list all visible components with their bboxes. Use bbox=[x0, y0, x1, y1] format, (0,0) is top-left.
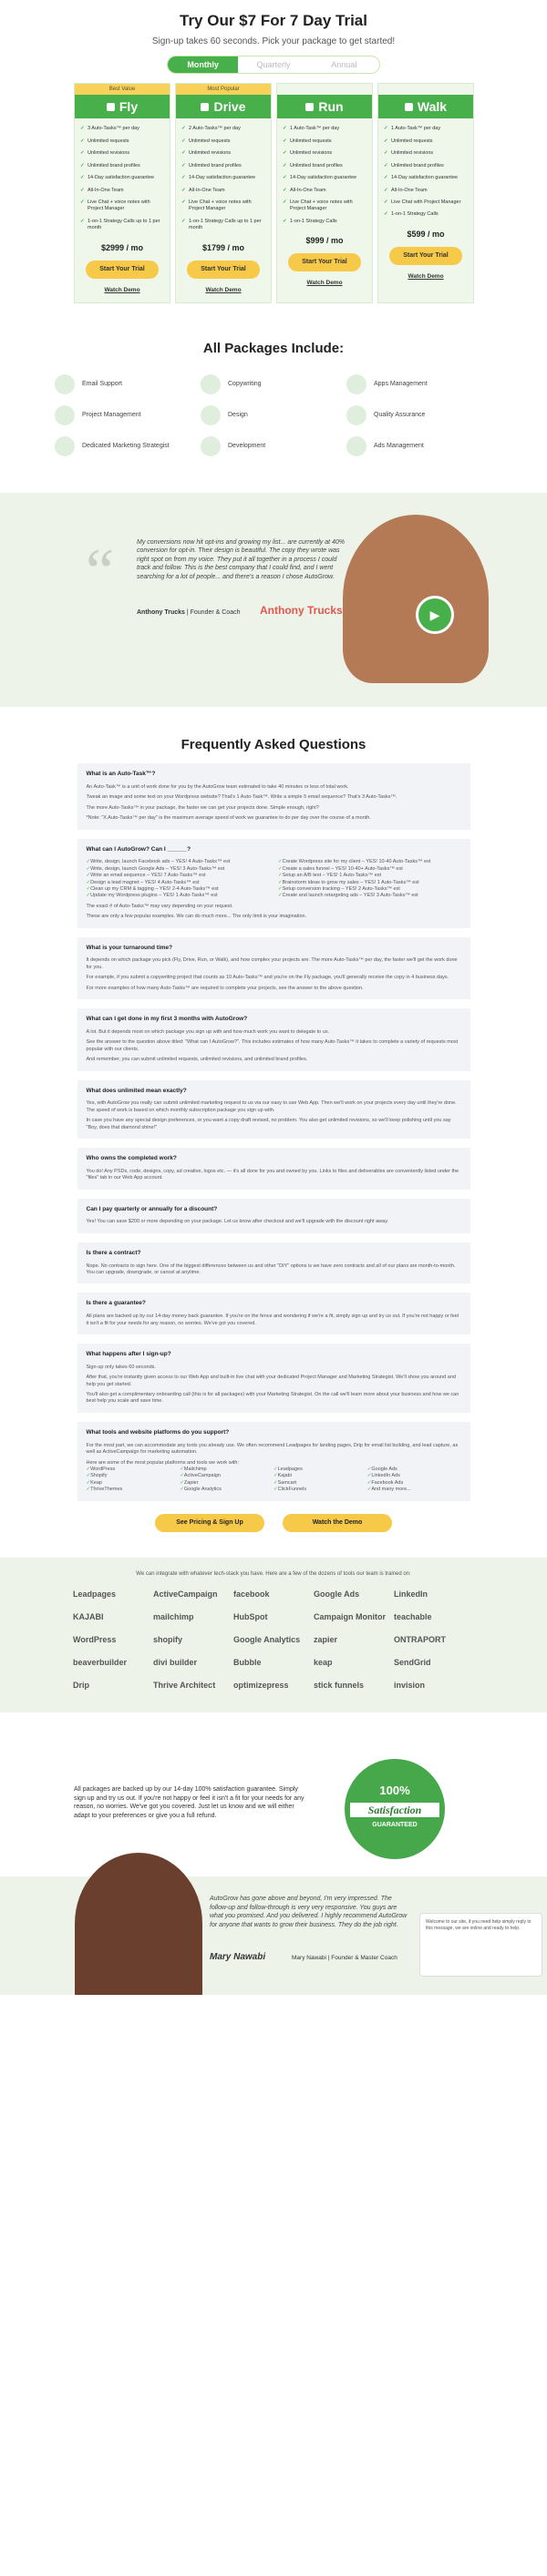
quality-icon bbox=[346, 405, 366, 425]
pricing-plans bbox=[74, 83, 476, 302]
guarantee-seal-icon bbox=[345, 1759, 445, 1859]
plan-header bbox=[176, 95, 271, 118]
testimonial-text: AutoGrow has gone above and beyond, I'm very impressed. The follow-up and follow-through is very very responsive. You guys are what you promised. And you delivered. I highly recommend AutoGrow for anyone that wants to grow their business. They do the job right. bbox=[210, 1896, 408, 1928]
included-label: Dedicated Marketing Strategist bbox=[82, 443, 170, 450]
plan-feature: ✓ 1-on-1 Strategy Calls bbox=[384, 209, 468, 220]
plan-feature: ✓ 1-on-1 Strategy Calls up to 1 per month bbox=[80, 216, 164, 235]
included-item bbox=[201, 374, 346, 394]
start-trial-button[interactable]: Start Your Trial bbox=[288, 253, 361, 271]
faq-question: What does unlimited mean exactly? bbox=[86, 1087, 187, 1094]
hero bbox=[0, 0, 547, 74]
logo-optimizepress: optimizepress bbox=[233, 1681, 289, 1691]
list-item: ✓ Brainstorm ideas to grow my sales – YES! 1 Auto-Tasks™ est bbox=[278, 880, 461, 886]
list-item: ✓ WordPress bbox=[87, 1467, 181, 1473]
included-label: Project Management bbox=[82, 412, 141, 419]
plan-feature: ✓ All-In-One Team bbox=[80, 185, 164, 197]
seal-label: Satisfaction bbox=[350, 1803, 439, 1817]
list-item: ✓ Write an email sequence – YES! 7 Auto-Tasks™ est bbox=[87, 873, 270, 879]
included-title: All Packages Include: bbox=[202, 340, 345, 356]
faq-question: Who owns the completed work? bbox=[86, 1155, 177, 1162]
list-item: ✓ And many more... bbox=[367, 1487, 461, 1493]
list-item: ✓ ThriveThemes bbox=[87, 1487, 181, 1493]
page-title: Try Our $7 For 7 Day Trial bbox=[180, 12, 367, 29]
included-item bbox=[201, 405, 346, 425]
logo-teachable: teachable bbox=[394, 1611, 432, 1621]
plan-features bbox=[75, 118, 170, 234]
plan-feature: ✓ 1 Auto-Task™ per day bbox=[283, 123, 366, 135]
list-item: ✓ Setup an A/B test – YES! 1 Auto-Tasks™ est bbox=[278, 873, 461, 879]
development-icon bbox=[201, 436, 221, 456]
list-item: ✓ Create and launch retargeting ads – YES! 3 Auto-Tasks™ est bbox=[278, 893, 461, 899]
included-label: Apps Management bbox=[374, 381, 428, 388]
list-item: ✓ Google Analytics bbox=[180, 1487, 274, 1493]
faq-item bbox=[77, 937, 470, 999]
faq-question: Can I pay quarterly or annually for a discount? bbox=[86, 1205, 218, 1212]
faq-answer: A lot. But it depends most on which package you sign up with and how much work you want to delegate to us. bbox=[86, 1028, 330, 1035]
design-icon bbox=[201, 405, 221, 425]
seal-guaranteed: GUARANTEED bbox=[372, 1822, 418, 1829]
plan-header bbox=[277, 95, 372, 118]
list-item: ✓ Design a lead magnet – YES! 4 Auto-Tasks™ est bbox=[87, 880, 270, 886]
plan-feature: ✓ Unlimited requests bbox=[181, 136, 265, 148]
logo-google-analytics: Google Analytics bbox=[233, 1635, 301, 1644]
billing-toggle bbox=[167, 56, 380, 74]
faq-answer: You'll also get a complimentary onboarding call (this is for all packages) with your Marketing Strategist. On the call we'll learn more about your business and how we can best help you scale and save time. bbox=[86, 1392, 459, 1405]
faq-item bbox=[77, 1199, 470, 1233]
logo-linkedin: LinkedIn bbox=[394, 1589, 428, 1599]
watch-demo-button[interactable]: Watch the Demo bbox=[283, 1514, 392, 1532]
list-item: ✓ Create Wordpress site for my client – YES! 10-40 Auto-Tasks™ est bbox=[278, 859, 461, 865]
faq-item bbox=[77, 1080, 470, 1139]
plan-feature: ✓ All-In-One Team bbox=[384, 185, 468, 197]
watch-demo-link[interactable]: Watch Demo bbox=[104, 286, 140, 293]
pricing-signup-button[interactable]: See Pricing & Sign Up bbox=[155, 1514, 264, 1532]
testimonial-mary bbox=[0, 1876, 547, 1995]
testimonial-role: Founder & Coach bbox=[190, 608, 241, 616]
faq-question: Is there a contract? bbox=[86, 1249, 141, 1256]
faq-title: Frequently Asked Questions bbox=[181, 736, 366, 752]
faq-item bbox=[77, 1422, 470, 1501]
faq-question: What is an Auto-Task™? bbox=[86, 771, 156, 778]
faq-answer: Sign-up only takes 60 seconds. bbox=[86, 1364, 156, 1370]
faq-item bbox=[77, 1242, 470, 1284]
list-item: ✓ Google Ads bbox=[367, 1467, 461, 1473]
faq-question: What tools and website platforms do you support? bbox=[86, 1428, 230, 1436]
plan-feature: ✓ Unlimited revisions bbox=[80, 148, 164, 159]
list-item: ✓ Update my Wordpress plugins – YES! 1 Auto-Tasks™ est bbox=[87, 893, 270, 899]
plan-feature: ✓ Unlimited revisions bbox=[384, 148, 468, 159]
logo-thrive: Thrive Architect bbox=[153, 1681, 216, 1691]
faq-question: What can I AutoGrow? Can I ______? bbox=[86, 845, 191, 853]
plan-card-walk bbox=[377, 83, 474, 302]
faq-answer: It depends on which package you pick (Fly, Drive, Run, or Walk), and how complex your projects are. The more Auto-Tasks™ per day, the faster we'll get the work done for you. bbox=[86, 957, 458, 970]
plan-header bbox=[378, 95, 473, 118]
faq-item bbox=[77, 1293, 470, 1334]
start-trial-button[interactable]: Start Your Trial bbox=[389, 247, 462, 265]
apps-icon bbox=[346, 374, 366, 394]
logo-mailchimp: mailchimp bbox=[153, 1611, 194, 1621]
faq-answer: You do! Any PSDs, code, designs, copy, ad creative, logos etc. — it's all done for you and owned by you. Links to files and deliverables are conveniently listed under the "files" tab in our Web App account. bbox=[86, 1168, 459, 1181]
faq-ctas bbox=[0, 1514, 547, 1532]
included-item bbox=[346, 405, 492, 425]
runner-icon bbox=[305, 103, 314, 111]
plan-feature: ✓ Unlimited revisions bbox=[283, 148, 366, 159]
plan-price: $599 / mo bbox=[407, 229, 445, 239]
integrations-section bbox=[0, 1558, 547, 1713]
chat-widget[interactable] bbox=[419, 1913, 542, 1977]
page-subtitle: Sign-up takes 60 seconds. Pick your package to get started! bbox=[151, 36, 396, 46]
list-item: ✓ Shopify bbox=[87, 1473, 181, 1479]
faq-item bbox=[77, 1344, 470, 1413]
faq-question: What can I get done in my first 3 months with AutoGrow? bbox=[86, 1016, 248, 1023]
list-item: ✓ Kajabi bbox=[274, 1473, 367, 1479]
faq-answer: Nope. No contracts to sign here. One of the biggest differences between us and other "DIY" options is we have zero contracts and all of our plans are month-to-month. You can upgrade, downgrade, or cancel at anytime. bbox=[86, 1262, 456, 1275]
plan-feature: ✓ Live Chat + voice notes with Project Manager bbox=[80, 197, 164, 216]
billing-monthly[interactable]: Monthly bbox=[168, 56, 238, 73]
plan-feature: ✓ Live Chat + voice notes with Project Manager bbox=[181, 197, 265, 216]
plan-header bbox=[75, 95, 170, 118]
plan-price: $999 / mo bbox=[305, 236, 344, 246]
included-label: Development bbox=[228, 443, 266, 450]
plan-card-fly bbox=[74, 83, 170, 302]
logo-ontraport: ONTRAPORT bbox=[394, 1635, 446, 1644]
walker-icon bbox=[405, 103, 413, 111]
billing-quarterly[interactable]: Quarterly bbox=[256, 60, 291, 70]
logo-sendgrid: SendGrid bbox=[394, 1658, 431, 1668]
list-item: ✓ Facebook Ads bbox=[367, 1480, 461, 1487]
logo-stickfunnels: stick funnels bbox=[314, 1681, 365, 1691]
faq-answer: These are only a few popular examples. We can do much more... The only limit is your imagination. bbox=[86, 914, 307, 920]
faq-item bbox=[77, 1008, 470, 1070]
list-item: ✓ Leadpages bbox=[274, 1467, 367, 1473]
list-item: ✓ LinkedIn Ads bbox=[367, 1473, 461, 1479]
list-item: ✓ Clean up my CRM & tagging – YES! 2-4 Auto-Tasks™ est bbox=[87, 886, 270, 893]
strategist-icon bbox=[55, 436, 75, 456]
included-label: Copywriting bbox=[228, 381, 262, 388]
plan-feature: ✓ Unlimited requests bbox=[384, 136, 468, 148]
logo-keap: keap bbox=[314, 1658, 333, 1668]
plan-feature: ✓ Unlimited brand profiles bbox=[80, 160, 164, 172]
logo-shopify: shopify bbox=[153, 1635, 183, 1644]
seal-percent: 100% bbox=[379, 1784, 410, 1798]
play-video-icon[interactable]: ▶ bbox=[416, 596, 454, 634]
faq-question: What is your turnaround time? bbox=[86, 944, 173, 951]
avatar bbox=[343, 515, 489, 683]
integration-logos bbox=[73, 1589, 474, 1692]
faq-answer: For more examples of how many Auto-Tasks™ are required to complete your projects, see the answer to the above question. bbox=[86, 985, 364, 991]
plan-features bbox=[176, 118, 271, 234]
logo-bubble: Bubble bbox=[233, 1658, 262, 1668]
logo-campaign-monitor: Campaign Monitor bbox=[314, 1611, 386, 1621]
logo-wordpress: WordPress bbox=[73, 1635, 117, 1644]
included-label: Design bbox=[228, 412, 248, 419]
plan-name: Drive bbox=[213, 98, 246, 114]
copywriting-icon bbox=[201, 374, 221, 394]
plan-badge: Most Popular bbox=[176, 84, 271, 95]
plan-feature: ✓ Unlimited requests bbox=[283, 136, 366, 148]
list-item: ✓ Create a sales funnel – YES! 10-40+ Auto-Tasks™ est bbox=[278, 866, 461, 873]
faq-answer: See the answer to the question above titled: "What can I AutoGrow?". This includes estimates of how many Auto-Tasks™ it takes to complete a variety of requests most popular with our clients. bbox=[86, 1039, 459, 1052]
faq-answer: For example, if you submit a copywriting project that counts as 10 Auto-Tasks™ and you're on the Fly package, you'll generally receive the copy in 4 business days. bbox=[86, 975, 449, 981]
logo-leadpages: Leadpages bbox=[73, 1589, 117, 1599]
plan-feature: ✓ 1 Auto-Task™ per day bbox=[384, 123, 468, 135]
testimonial-name: Mary Nawabi | Founder & Master Coach bbox=[292, 1955, 397, 1962]
start-trial-button[interactable]: Start Your Trial bbox=[86, 261, 159, 279]
plan-features bbox=[277, 118, 372, 228]
included-item bbox=[346, 436, 492, 456]
plan-feature: ✓ Live Chat + voice notes with Project Manager bbox=[283, 197, 366, 216]
logo-invision: invision bbox=[394, 1681, 426, 1691]
included-item bbox=[201, 436, 346, 456]
plane-icon bbox=[107, 103, 115, 111]
list-item: ✓ ClickFunnels bbox=[274, 1487, 367, 1493]
plan-feature: ✓ All-In-One Team bbox=[283, 185, 366, 197]
avatar bbox=[75, 1853, 202, 1995]
list-item: ✓ Setup conversion tracking – YES! 2 Auto-Tasks™ est bbox=[278, 886, 461, 893]
plan-feature: ✓ Unlimited revisions bbox=[181, 148, 265, 159]
faq-answer: Tweak an image and some text on your Wordpress website? That's 1 Auto-Task™. Write a simple 5 email sequence? That's 3 Auto-Tasks™. bbox=[86, 794, 397, 801]
plan-card-drive bbox=[175, 83, 272, 302]
faq-answer: Yes, with AutoGrow you really can submit unlimited marketing request to us via our easy to use Web App. Then we'll work on your projects every day until they're done. The speed of work is based on which monthly subscription package you sign up with. bbox=[86, 1100, 457, 1113]
faq-answer: Yes! You can save $200 or more depending on your package. Let us know after checkout and we'll upgrade with the discount right away. bbox=[86, 1219, 389, 1225]
plan-badge: Best Value bbox=[75, 84, 170, 95]
list-item: ✓ Keap bbox=[87, 1480, 181, 1487]
faq-question: What happens after I sign-up? bbox=[86, 1351, 171, 1358]
plan-feature: ✓ Unlimited requests bbox=[80, 136, 164, 148]
billing-annual[interactable]: Annual bbox=[331, 60, 357, 70]
plan-feature: ✓ Live Chat with Project Manager bbox=[384, 197, 468, 209]
faq-section bbox=[0, 736, 547, 1532]
logo-facebook: facebook bbox=[233, 1589, 270, 1599]
plan-feature: ✓ 1-on-1 Strategy Calls bbox=[283, 216, 366, 228]
ads-icon bbox=[346, 436, 366, 456]
list-item: ✓ Samcart bbox=[274, 1480, 367, 1487]
plan-feature: ✓ 2 Auto-Tasks™ per day bbox=[181, 123, 265, 135]
project-icon bbox=[55, 405, 75, 425]
logo-divi: divi builder bbox=[153, 1658, 198, 1668]
logo-hubspot: HubSpot bbox=[233, 1611, 268, 1621]
tools-list bbox=[87, 1467, 461, 1494]
included-label: Quality Assurance bbox=[374, 412, 426, 419]
list-item: ✓ Write, design, launch Google Ads – YES! 3 Auto-Tasks™ est bbox=[87, 866, 270, 873]
list-item: ✓ Mailchimp bbox=[180, 1467, 274, 1473]
integrations-lead: We can integrate with whatever tech-stack you have. Here are a few of the dozens of tools our team is trained on: bbox=[136, 1570, 411, 1577]
plan-feature: ✓ 14-Day satisfaction guarantee bbox=[384, 172, 468, 184]
plan-feature: ✓ Unlimited brand profiles bbox=[283, 160, 366, 172]
testimonial-logo: Anthony Trucks bbox=[260, 603, 343, 617]
plan-price: $2999 / mo bbox=[100, 242, 144, 252]
plan-name: Run bbox=[318, 98, 344, 114]
plan-feature: ✓ Unlimited brand profiles bbox=[384, 160, 468, 172]
logo-beaverbuilder: beaverbuilder bbox=[73, 1658, 128, 1668]
watch-demo-link[interactable]: Watch Demo bbox=[205, 286, 242, 293]
logo-zapier: zapier bbox=[314, 1635, 338, 1644]
faq-answer: *Note: "X Auto-Tasks™ per day" is the maximum average speed of work we guarantee to do per day over the course of a month. bbox=[86, 815, 371, 822]
plan-name: Fly bbox=[119, 98, 139, 114]
chat-message: Welcome to our site, if you need help simply reply to this message, we are online and ready to help. bbox=[426, 1919, 532, 1932]
testimonial-signature: Mary Nawabi bbox=[210, 1952, 266, 1963]
included-item bbox=[55, 405, 201, 425]
faq-question: Is there a guarantee? bbox=[86, 1300, 146, 1307]
logo-kajabi: KAJABI bbox=[73, 1611, 104, 1621]
logo-drip: Drip bbox=[73, 1681, 89, 1691]
faq-answer: All plans are backed up by our 14-day money back guarantee. If you're on the fence and wondering if we're a fit, simply sign up and try us out. If you're not happy or feel it isn't a fit for your needs for any reason, no worries. We've got you covered. bbox=[86, 1314, 459, 1326]
watch-demo-link[interactable]: Watch Demo bbox=[306, 280, 343, 287]
support-icon bbox=[55, 374, 75, 394]
plan-feature: ✓ 14-Day satisfaction guarantee bbox=[283, 172, 366, 184]
faq-item bbox=[77, 839, 470, 928]
list-item: ✓ Write, design, launch Facebook ads – YES! 4 Auto-Tasks™ est bbox=[87, 859, 270, 865]
list-item: ✓ ActiveCampaign bbox=[180, 1473, 274, 1479]
plan-feature: ✓ 14-Day satisfaction guarantee bbox=[181, 172, 265, 184]
plan-name: Walk bbox=[417, 98, 448, 114]
testimonial-text: My conversions now hit opt-ins and growing my list... are currently at 40% conversion for opt-in. Their design is beautiful. The copy they wrote was right spot on from my voice. They put it all together in a process I could track and follow. This is the best company that I could find, and I went searching for a lot of people... and there's a reason I chose AutoGrow. bbox=[137, 538, 345, 580]
faq-item bbox=[77, 1148, 470, 1190]
faq-answer: For the most part, we can accommodate any tools you already use. We often recommend Leadpages for landing pages, Drip for email list building, and lead capture, as well as ActiveCampaign for marketing automation. bbox=[86, 1442, 459, 1456]
included-label: Email Support bbox=[82, 381, 122, 388]
guarantee-section bbox=[0, 1712, 547, 1876]
testimonial-anthony bbox=[0, 493, 547, 707]
plan-feature: ✓ 14-Day satisfaction guarantee bbox=[80, 172, 164, 184]
faq-answer: The more Auto-Tasks™ in your package, the faster we can get your projects done. Simple enough, right? bbox=[86, 804, 319, 811]
start-trial-button[interactable]: Start Your Trial bbox=[187, 261, 260, 279]
included-label: Ads Management bbox=[374, 443, 424, 450]
faq-answer: An Auto-Task™ is a unit of work done for you by the AutoGrow team estimated to take 40 minutes or less of total work. bbox=[86, 783, 349, 790]
faq-examples bbox=[87, 859, 461, 900]
faq-item bbox=[77, 763, 470, 829]
logo-google-ads: Google Ads bbox=[314, 1589, 360, 1599]
plan-feature: ✓ Unlimited brand profiles bbox=[181, 160, 265, 172]
included-section bbox=[0, 340, 547, 456]
faq-answer: And remember, you can submit unlimited requests, unlimited revisions, and unlimited brand profiles. bbox=[86, 1057, 308, 1063]
included-item bbox=[55, 436, 201, 456]
plan-features bbox=[378, 118, 473, 220]
faq-answer: Here are some of the most popular platforms and tools we work with: bbox=[86, 1459, 240, 1466]
testimonial-signature: Anthony Trucks | Founder & Coach bbox=[137, 608, 241, 616]
plan-price: $1799 / mo bbox=[201, 242, 245, 252]
plan-feature: ✓ 3 Auto-Tasks™ per day bbox=[80, 123, 164, 135]
guarantee-text: All packages are backed up by our 14-day 100% satisfaction guarantee. Simply sign up and try us out. If you're not happy or feel it isn't a fit for your needs for any reason, no worries. We've got you covered. Just let us know and we will either adapt to your preferences or give you a full refund. bbox=[74, 1786, 304, 1819]
included-item bbox=[346, 374, 492, 394]
watch-demo-link[interactable]: Watch Demo bbox=[408, 272, 444, 280]
faq-answer: The exact # of Auto-Tasks™ may vary depending on your request. bbox=[86, 903, 233, 909]
plan-feature: ✓ All-In-One Team bbox=[181, 185, 265, 197]
logo-activecampaign: ActiveCampaign bbox=[153, 1589, 218, 1599]
faq-answer: After that, you're instantly given access to our Web App and built-in live chat with your dedicated Project Manager and Marketing Strategist. We'll show you around and help you get started. bbox=[86, 1375, 456, 1387]
list-item: ✓ Zapier bbox=[180, 1480, 274, 1487]
faq-answer: In case you have any special design preferences, or you want a copy draft revised, no problem. You also get unlimited revisions, so we'll keep polishing until you say "Boy, does that diamond shine!" bbox=[86, 1118, 451, 1130]
quote-icon: “ bbox=[86, 536, 115, 607]
included-grid bbox=[55, 374, 492, 456]
plan-feature: ✓ 1-on-1 Strategy Calls up to 1 per month bbox=[181, 216, 265, 235]
included-item bbox=[55, 374, 201, 394]
plan-card-run bbox=[276, 83, 373, 302]
testimonial-name: Anthony Trucks bbox=[137, 608, 185, 616]
car-icon bbox=[201, 103, 209, 111]
